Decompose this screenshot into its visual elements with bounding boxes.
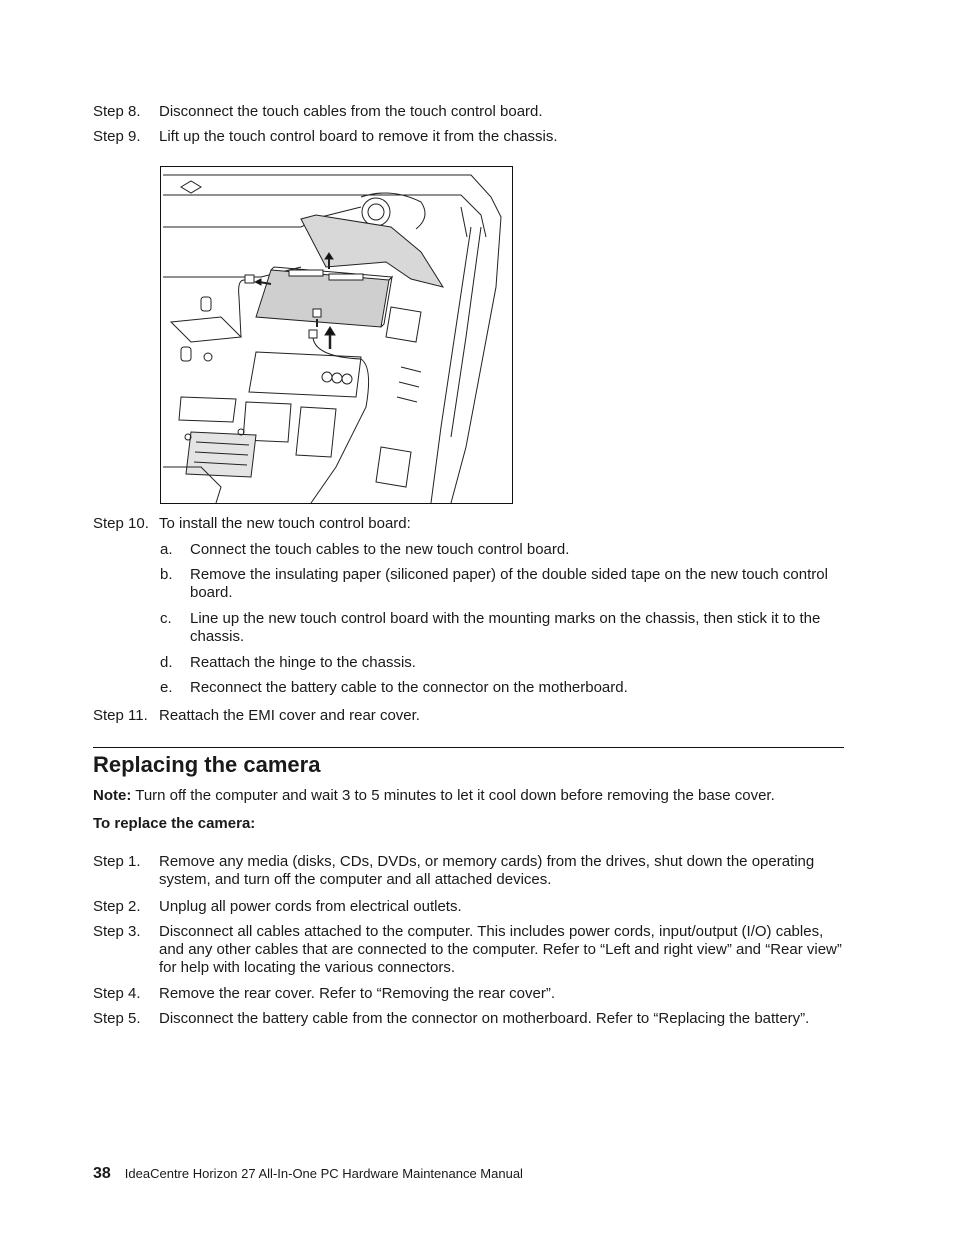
manual-title: IdeaCentre Horizon 27 All-In-One PC Hardware Maintenance Manual	[124, 1166, 523, 1181]
substep-text: Remove the insulating paper (siliconed paper) of the double sided tape on the new touch control board.	[190, 566, 828, 601]
substep-text: Reconnect the battery cable to the connector on the motherboard.	[190, 679, 628, 696]
step-text: Disconnect the battery cable from the connector on motherboard. Refer to “Replacing the battery”.	[159, 1010, 810, 1027]
page-number: 38	[93, 1165, 111, 1182]
step-label: Step 9.	[93, 128, 141, 145]
substep-text: Line up the new touch control board with the mounting marks on the chassis, then stick it to the chassis.	[190, 610, 821, 645]
substep-label: a.	[160, 541, 173, 558]
step-text: Remove any media (disks, CDs, DVDs, or memory cards) from the drives, shut down the operating system, and turn off the computer and all attached devices.	[159, 853, 815, 888]
step-text: Unplug all power cords from electrical outlets.	[159, 898, 462, 915]
note	[93, 787, 775, 805]
step-text: Lift up the touch control board to remove it from the chassis.	[159, 128, 558, 145]
chassis-line-drawing	[161, 167, 512, 503]
substep-text: Connect the touch cables to the new touch control board.	[190, 541, 570, 558]
substep-label: c.	[160, 610, 172, 627]
step-text: To install the new touch control board:	[159, 515, 411, 532]
step-label: Step 10.	[93, 515, 149, 532]
section-divider	[93, 747, 844, 748]
step-label: Step 8.	[93, 103, 141, 120]
substep-text: Reattach the hinge to the chassis.	[190, 654, 416, 671]
substep-label: e.	[160, 679, 173, 696]
step-text: Disconnect all cables attached to the computer. This includes power cords, input/output (I/O) cables, and any other cables that are connected to the computer. Refer to “Left and right view” and “Rear view” for help with locating the various connectors.	[159, 923, 842, 976]
step-label: Step 2.	[93, 898, 141, 915]
step-label: Step 11.	[93, 707, 148, 724]
page-footer	[93, 1165, 523, 1183]
step-text: Disconnect the touch cables from the touch control board.	[159, 103, 543, 120]
substep-label: b.	[160, 566, 173, 583]
note-label: Note:	[93, 787, 132, 804]
touch-board-illustration	[160, 166, 513, 504]
note-text: Turn off the computer and wait 3 to 5 minutes to let it cool down before removing the base cover.	[131, 787, 775, 804]
procedure-lead: To replace the camera:	[93, 815, 256, 832]
step-text: Remove the rear cover. Refer to “Removing the rear cover”.	[159, 985, 555, 1002]
step-label: Step 3.	[93, 923, 141, 940]
step-label: Step 4.	[93, 985, 141, 1002]
substep-label: d.	[160, 654, 173, 671]
step-label: Step 1.	[93, 853, 141, 870]
step-text: Reattach the EMI cover and rear cover.	[159, 707, 420, 724]
step-label: Step 5.	[93, 1010, 141, 1027]
section-title: Replacing the camera	[93, 752, 321, 777]
